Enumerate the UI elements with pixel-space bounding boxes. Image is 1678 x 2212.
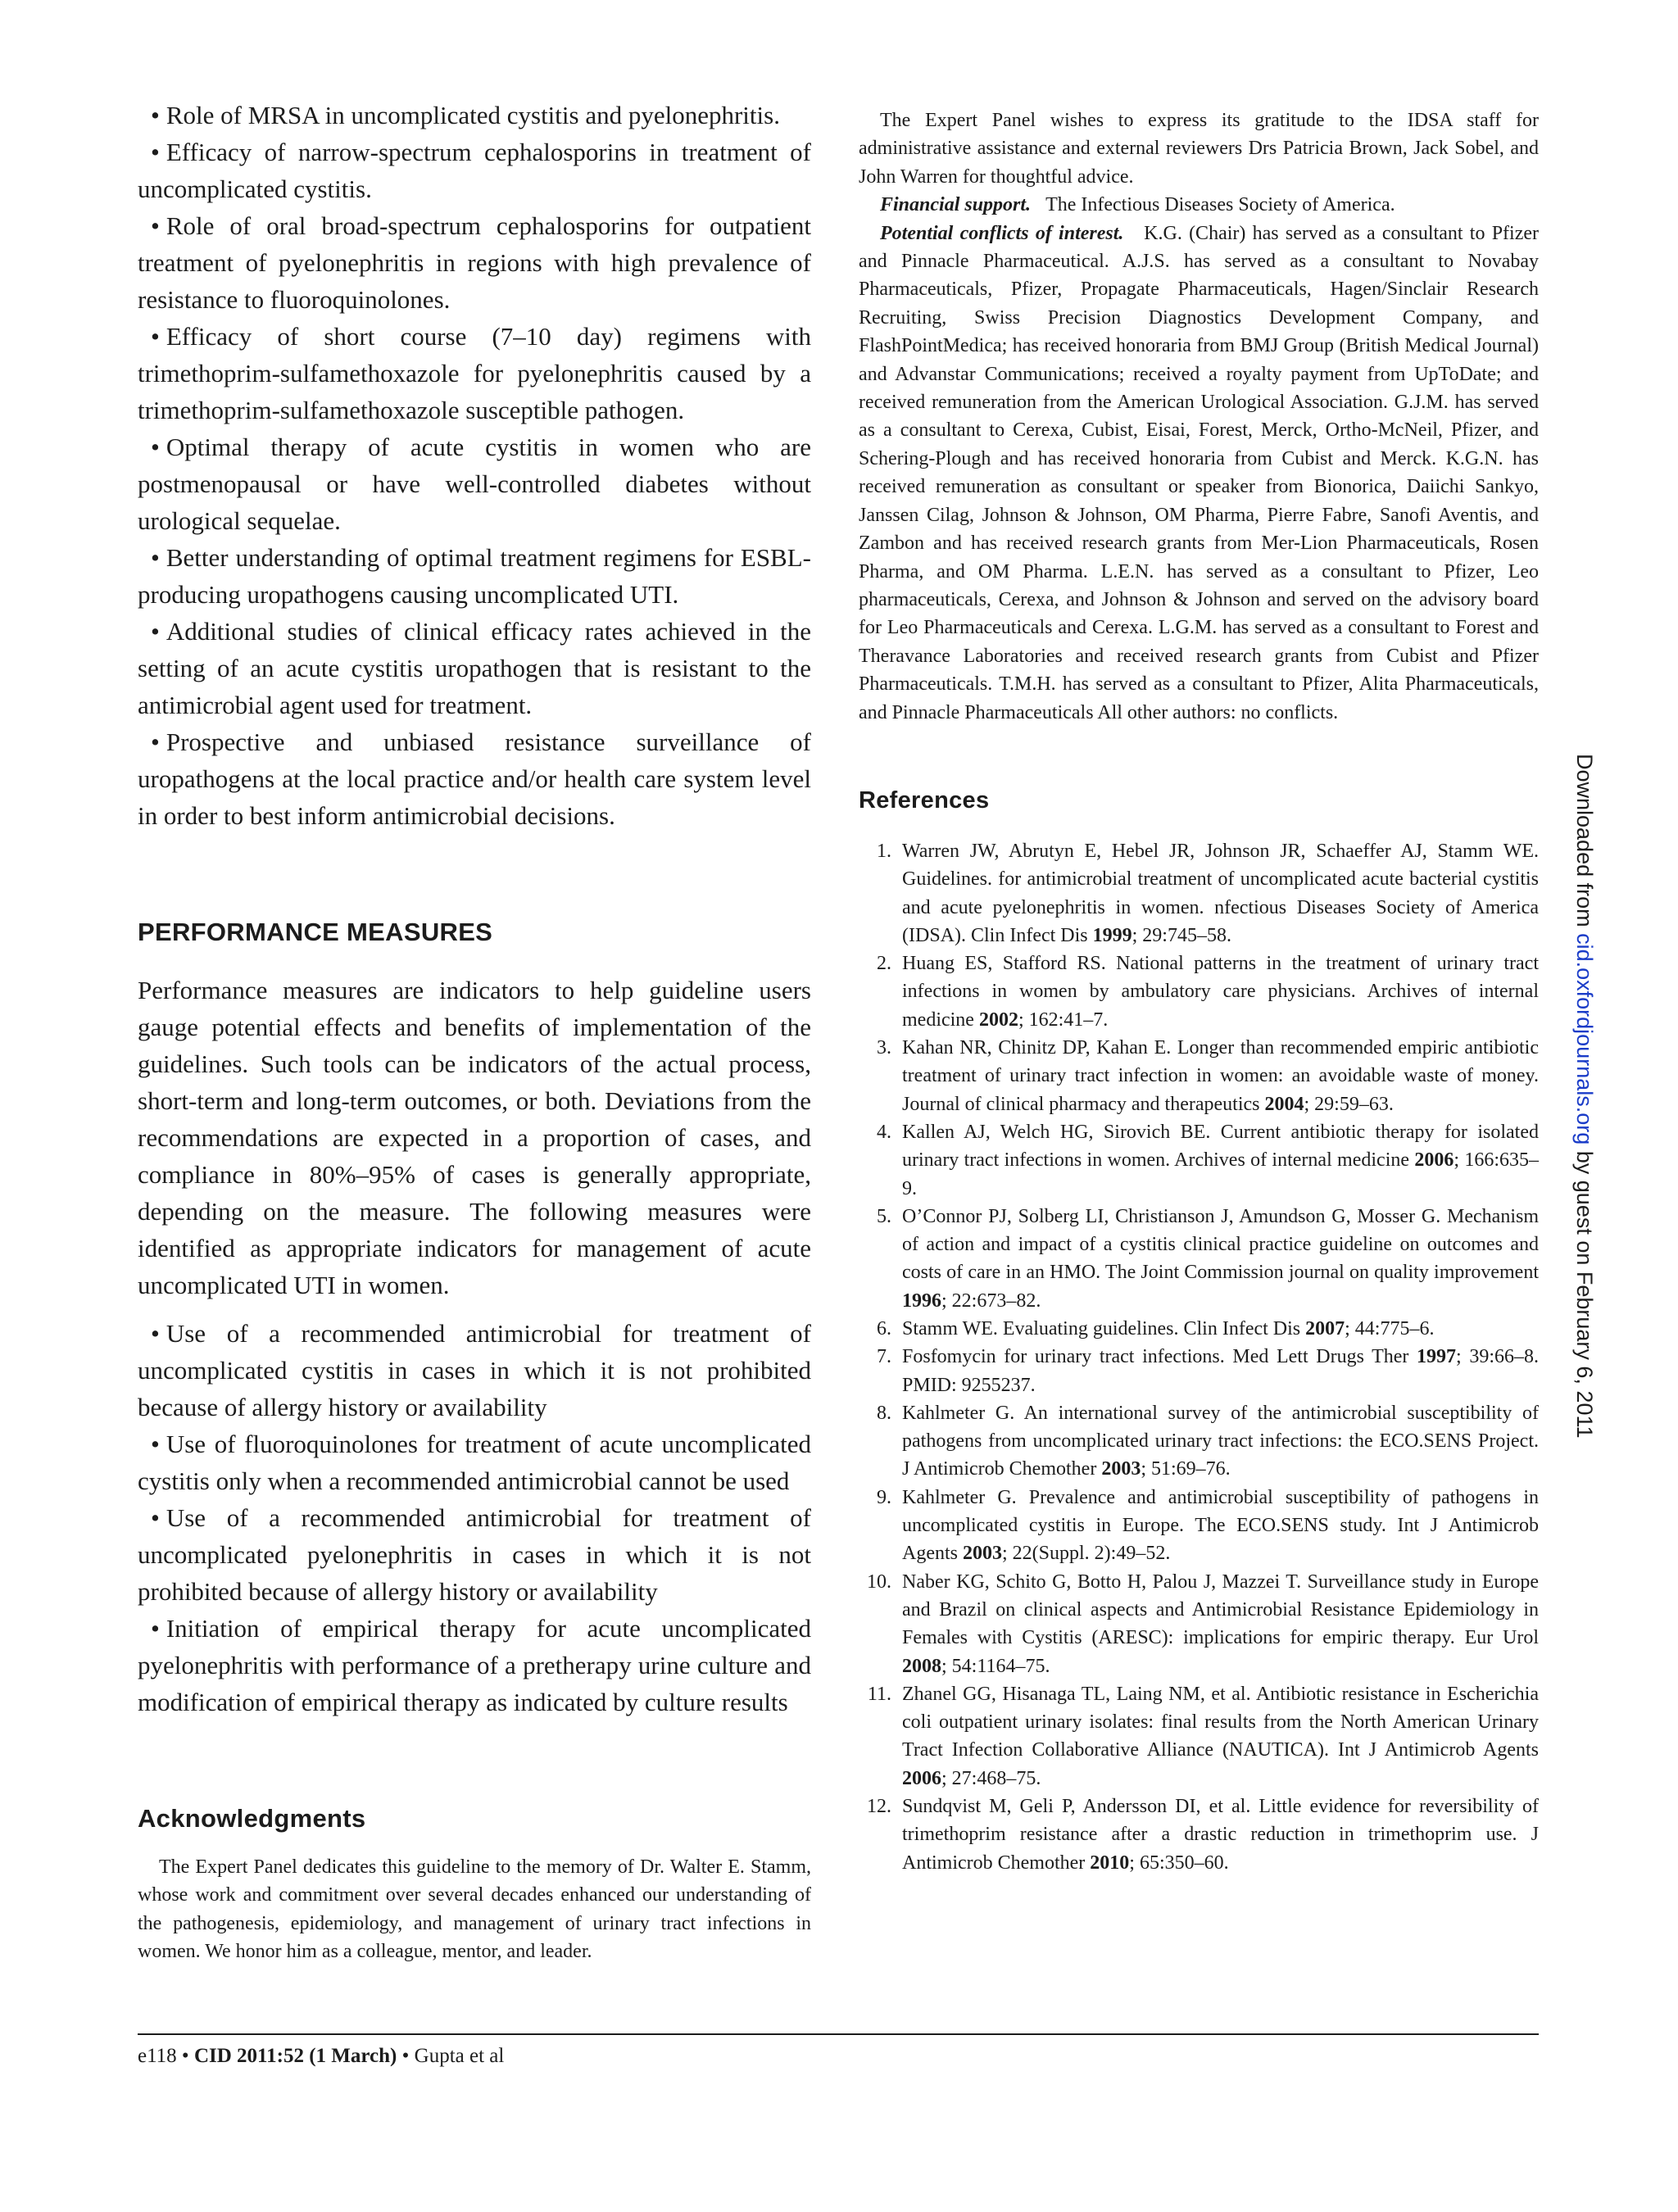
- list-item: • Initiation of empirical therapy for acute uncomplicated pyelonephritis with performance of a pretherapy urine culture and modification of empirical therapy as indicated by culture results: [138, 1614, 811, 1716]
- bullet-icon: •: [151, 211, 160, 240]
- bullet-icon: •: [151, 1319, 160, 1348]
- reference-item: 4. Kallen AJ, Welch HG, Sirovich BE. Current antibiotic therapy for isolated urinary tract infections in women. Archives of internal medicine 2006; 166:635–9.: [877, 1121, 1539, 1199]
- list-item: • Efficacy of short course (7–10 day) regimens with trimethoprim-sulfamethoxazole for pyelonephritis caused by a trimethoprim-sulfamethoxazole susceptible pathogen.: [138, 322, 811, 424]
- reference-item: 1. Warren JW, Abrutyn E, Hebel JR, Johnson JR, Schaeffer AJ, Stamm WE. Guidelines. for antimicrobial treatment of uncomplicated acute bacterial cystitis and acute pyelonephritis in women. nfectious Diseases Society of America (IDSA). Clin Infect Dis 1999; 29:745–58.: [877, 840, 1539, 946]
- page-number: e118: [138, 2045, 177, 2067]
- reference-item: 12. Sundqvist M, Geli P, Andersson DI, et al. Little evidence for reversibility of trimethoprim resistance after a drastic reduction in trimethoprim use. J Antimicrob Chemother 2010; 65:350–60.: [867, 1796, 1539, 1874]
- running-authors: Gupta et al: [414, 2045, 505, 2067]
- list-item: • Role of oral broad-spectrum cephalosporins for outpatient treatment of pyelonephritis in regions with high prevalence of resistance to fluoroquinolones.: [138, 211, 811, 314]
- reference-item: 5. O’Connor PJ, Solberg LI, Christianson J, Amundson G, Mosser G. Mechanism of action and impact of a cystitis clinical practice guideline on outcomes and costs of care in an HMO. The Joint Commission journal on quality improvement 1996; 22:673–82.: [877, 1205, 1539, 1312]
- bullet-icon: •: [151, 543, 160, 572]
- reference-item: 8. Kahlmeter G. An international survey of the antimicrobial susceptibility of pathogens from uncomplicated urinary tract infections: the ECO.SENS Project. J Antimicrob Chemother 2003; 51:69–76.: [877, 1402, 1539, 1480]
- performance-bullet-list: [138, 1315, 811, 1720]
- bullet-icon: •: [151, 1503, 160, 1532]
- left-column: [138, 97, 811, 1966]
- right-column: [859, 107, 1539, 1877]
- bullet-icon: •: [151, 322, 160, 351]
- reference-item: 9. Kahlmeter G. Prevalence and antimicrobial susceptibility of pathogens in uncomplicated cystitis in Europe. The ECO.SENS study. Int J Antimicrob Agents 2003; 22(Suppl. 2):49–52.: [877, 1486, 1539, 1565]
- list-item: • Prospective and unbiased resistance surveillance of uropathogens at the local practice and/or health care system level in order to best inform antimicrobial decisions.: [138, 728, 811, 830]
- gratitude-paragraph: The Expert Panel wishes to express its gratitude to the IDSA staff for administrative assistance and external reviewers Drs Patricia Brown, Jack Sobel, and John Warren for thoughtful advice.: [859, 110, 1539, 188]
- reference-item: 2. Huang ES, Stafford RS. National patterns in the treatment of urinary tract infections in women by ambulatory care physicians. Archives of internal medicine 2002; 162:41–7.: [877, 953, 1539, 1031]
- bullet-icon: •: [151, 617, 160, 646]
- bullet-icon: •: [151, 1430, 160, 1458]
- references-heading: References: [859, 786, 990, 814]
- bullet-icon: •: [151, 1614, 160, 1643]
- conflicts-label: Potential conflicts of interest.: [880, 222, 1124, 244]
- performance-measures-heading: PERFORMANCE MEASURES: [138, 918, 493, 946]
- list-item: • Use of a recommended antimicrobial for treatment of uncomplicated cystitis in cases in which it is not prohibited because of allergy history or availability: [138, 1319, 811, 1421]
- reference-item: 11. Zhanel GG, Hisanaga TL, Laing NM, et al. Antibiotic resistance in Escherichia coli outpatient urinary isolates: final results from the North American Urinary Tract Infection Collaborative Alliance (NAUTICA). Int J Antimicrob Agents 2006; 27:468–75.: [867, 1683, 1539, 1789]
- list-item: • Use of fluoroquinolones for treatment of acute uncomplicated cystitis only when a recommended antimicrobial cannot be used: [138, 1430, 811, 1495]
- conflicts-of-interest: Potential conflicts of interest. K.G. (Chair) has served as a consultant to Pfizer and Pinnacle Pharmaceutical. A.J.S. has served as a consultant to Novabay Pharmaceuticals, Pfizer, Propagate Pharmaceuticals, Hagen/Sinclair Research Recruiting, Swiss Precision Diagnostics Development Company, and FlashPointMedica; has received honoraria from BMJ Group (British Medical Journal) and Advanstar Communications; received a royalty payment from UpToDate; and received remuneration from the American Urological Association. G.J.M. has served as a consultant to Cerexa, Cubist, Eisai, Forest, Merck, Ortho-McNeil, Pfizer, and Schering-Plough and has received honoraria from Cubist and Merck. K.G.N. has received remuneration as consultant or speaker from Bionorica, Daiichi Sankyo, Janssen Cilag, Johnson & Johnson, OM Pharma, Pierre Fabre, Sanofi Aventis, and Zambon and has received research grants from Mer-Lion Pharmaceuticals, Rosen Pharma, and OM Pharma. L.E.N. has served as a consultant to Pfizer, Leo pharmaceuticals, Cerexa, and Johnson & Johnson and served on the advisory board for Leo Pharmaceuticals and Cerexa. L.G.M. has served as a consultant to Forest and Theravance Laboratories and received research grants from Cubist and Pfizer Pharmaceuticals. T.M.H. has served as a consultant to Pfizer, Alita Pharmaceuticals, and Pinnacle Pharmaceuticals All other authors: no conflicts.: [859, 222, 1540, 723]
- acknowledgments-heading: Acknowledgments: [138, 1804, 366, 1833]
- page-footer: [138, 2043, 504, 2069]
- reference-item: 6. Stamm WE. Evaluating guidelines. Clin Infect Dis 2007; 44:775–6.: [877, 1317, 1435, 1339]
- financial-support: Financial support. The Infectious Diseases Society of America.: [880, 194, 1395, 216]
- footer-divider: [138, 2033, 1539, 2035]
- reference-item: 7. Fosfomycin for urinary tract infections. Med Lett Drugs Ther 1997; 39:66–8. PMID: 9255237.: [877, 1346, 1539, 1396]
- bullet-icon: •: [151, 433, 160, 461]
- research-bullet-list: [138, 97, 811, 834]
- reference-item: 3. Kahan NR, Chinitz DP, Kahan E. Longer than recommended empiric antibiotic treatment of urinary tract infection in women: an avoidable waste of money. Journal of clinical pharmacy and therapeutics 2004; 29:59–63.: [877, 1037, 1539, 1115]
- list-item: • Efficacy of narrow-spectrum cephalosporins in treatment of uncomplicated cystitis.: [138, 138, 811, 203]
- footer-separator: •: [401, 2045, 410, 2067]
- dedication-paragraph: The Expert Panel dedicates this guideline to the memory of Dr. Walter E. Stamm, whose work and commitment over several decades enhanced our understanding of the pathogenesis, epidemiology, and management of urinary tract infections in women. We honor him as a colleague, mentor, and leader.: [138, 1856, 811, 1963]
- bullet-icon: •: [151, 138, 160, 166]
- journal-citation: CID 2011:52 (1 March): [193, 2045, 397, 2067]
- performance-intro: Performance measures are indicators to help guideline users gauge potential effects and benefits of implementation of the guidelines. Such tools can be indicators of the actual process, short-term and long-term outcomes, or both. Deviations from the recommendations are expected in a proportion of cases, and compliance in 80%–95% of cases is generally appropriate, depending on the measure. The following measures were identified as appropriate indicators for management of acute uncomplicated UTI in women.: [138, 976, 811, 1299]
- footer-separator: •: [181, 2045, 189, 2067]
- journal-link[interactable]: cid.oxfordjournals.org: [1572, 933, 1597, 1145]
- list-item: • Role of MRSA in uncomplicated cystitis and pyelonephritis.: [151, 101, 780, 129]
- financial-support-label: Financial support.: [880, 194, 1032, 216]
- download-watermark: Downloaded from cid.oxfordjournals.org by guest on February 6, 2011: [1572, 754, 1597, 1439]
- list-item: • Use of a recommended antimicrobial for treatment of uncomplicated pyelonephritis in cases in which it is not prohibited because of allergy history or availability: [138, 1503, 811, 1606]
- reference-list: [859, 837, 1539, 1877]
- bullet-icon: •: [151, 728, 160, 756]
- list-item: • Additional studies of clinical efficacy rates achieved in the setting of an acute cystitis uropathogen that is resistant to the antimicrobial agent used for treatment.: [138, 617, 811, 719]
- list-item: • Better understanding of optimal treatment regimens for ESBL- producing uropathogens causing uncomplicated UTI.: [138, 543, 811, 609]
- reference-item: 10. Naber KG, Schito G, Botto H, Palou J, Mazzei T. Surveillance study in Europe and Brazil on clinical aspects and Antimicrobial Resistance Epidemiology in Females with Cystitis (ARESC): implications for empiric therapy. Eur Urol 2008; 54:1164–75.: [867, 1571, 1539, 1677]
- list-item: • Optimal therapy of acute cystitis in women who are postmenopausal or have well-controlled diabetes without urological sequelae.: [138, 433, 811, 535]
- bullet-icon: •: [151, 101, 160, 129]
